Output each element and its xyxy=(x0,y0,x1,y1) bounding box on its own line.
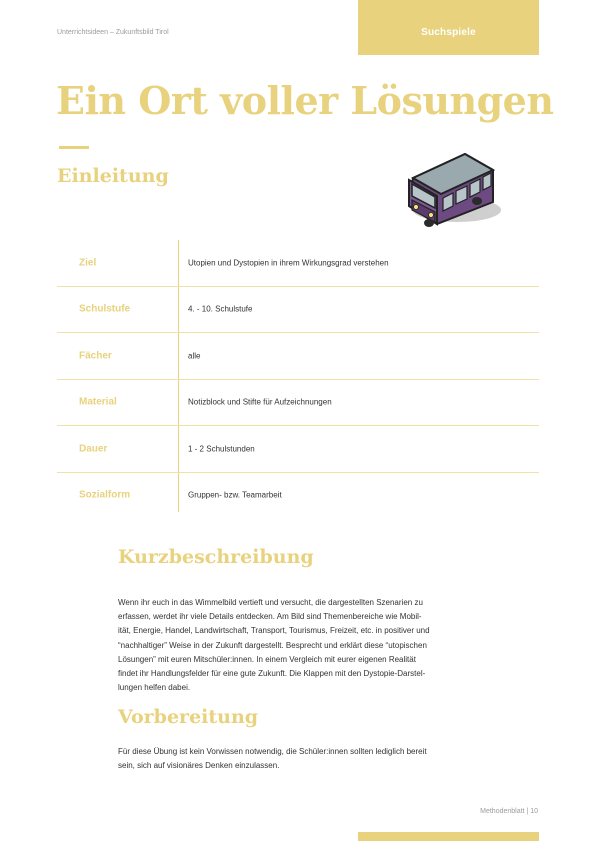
table-row-schulstufe xyxy=(57,287,539,334)
row-value: 4. - 10. Schulstufe xyxy=(188,304,253,314)
row-label: Sozialform xyxy=(79,489,131,501)
text-line: Wenn ihr euch in das Wimmelbild vertieft und versucht, die dargestellten Szenarien zu xyxy=(118,598,423,607)
row-value: Notizblock und Stifte für Aufzeichnungen xyxy=(188,397,332,407)
table-row-sozialform xyxy=(57,473,539,519)
vorbereitung-paragraph xyxy=(118,745,478,773)
text-line: findet ihr Handlungsfelder für eine gute Zukunft. Die Klappen mit den Dystopie-Darstel- xyxy=(118,669,426,679)
row-label: Schulstufe xyxy=(79,303,131,315)
title-divider xyxy=(59,146,89,149)
intro-heading: Einleitung xyxy=(57,165,169,187)
row-value: Gruppen- bzw. Teamarbeit xyxy=(188,490,282,500)
document-breadcrumb: Unterrichtsideen – Zukunftsbild Tirol xyxy=(57,29,169,36)
table-row-material xyxy=(57,380,539,427)
table-row-dauer xyxy=(57,426,539,473)
text-line: ität, Energie, Handel, Landwirtschaft, Transport, Tourismus, Freizeit, etc. in positiver und xyxy=(118,626,430,636)
kurzbeschreibung-heading: Kurzbeschreibung xyxy=(118,546,314,568)
page-title: Ein Ort voller Lösungen xyxy=(56,78,554,123)
table-row-ziel xyxy=(57,240,539,287)
row-value: Utopien und Dystopien in ihrem Wirkungsgrad verstehen xyxy=(188,258,389,268)
row-label: Material xyxy=(79,396,117,408)
category-tab xyxy=(358,0,539,55)
row-label: Fächer xyxy=(79,350,112,362)
page-footer: Methodenblatt | 10 xyxy=(480,808,538,815)
table-row-faecher xyxy=(57,333,539,380)
text-line: Lösungen” mit euren Mitschüler:innen. In einem Vergleich mit eurer eigenen Realität xyxy=(118,654,416,664)
bus-icon xyxy=(395,140,505,232)
text-line: Für diese Übung ist kein Vorwissen notwendig, die Schüler:innen sollten lediglich bereit xyxy=(118,747,427,756)
text-line: “nachhaltiger” Weise in der Zukunft dargestellt. Besprecht und erklärt diese “utopischen xyxy=(118,640,427,650)
text-line: lungen helfen dabei. xyxy=(118,683,191,693)
row-label: Dauer xyxy=(79,443,108,455)
footer-accent-bar xyxy=(358,832,539,841)
kurzbeschreibung-paragraph xyxy=(118,596,478,695)
info-table xyxy=(57,240,539,518)
text-line: erfassen, werdet ihr viele Details entdecken. Am Bild sind Themenbereiche wie Mobil- xyxy=(118,612,422,622)
category-tab-label: Suchspiele xyxy=(421,27,476,38)
row-value: 1 - 2 Schulstunden xyxy=(188,444,255,454)
row-label: Ziel xyxy=(79,257,97,269)
row-value: alle xyxy=(188,351,201,361)
text-line: sein, sich auf visionäres Denken einzulassen. xyxy=(118,761,280,771)
vorbereitung-heading: Vorbereitung xyxy=(118,706,259,728)
